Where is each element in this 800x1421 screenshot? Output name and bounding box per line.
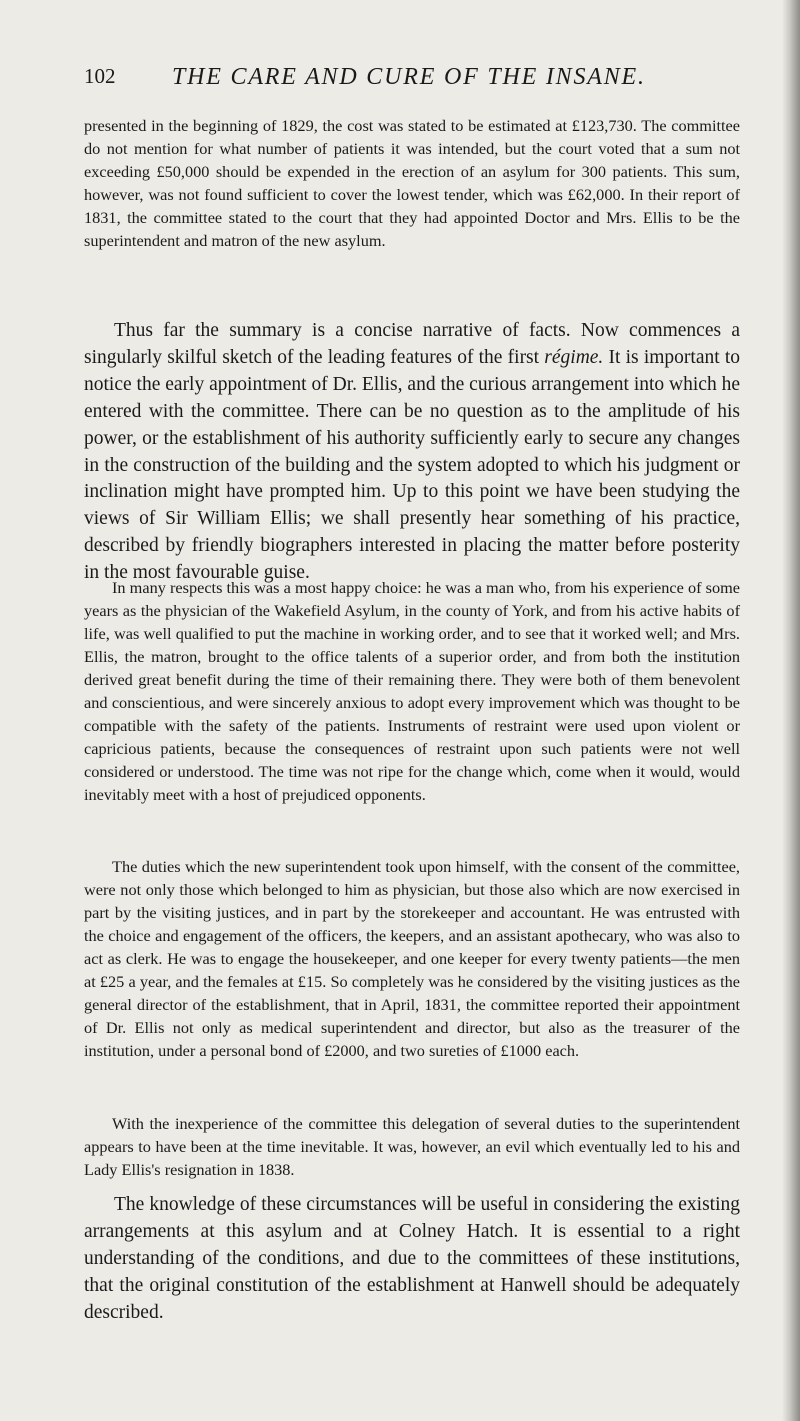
quote-paragraph-duties: The duties which the new superintendent took upon himself, with the consent of the committee, were not only those which belonged to him as physician, but those also which are now exercised in part by the visiting justices, and in part by the storekeeper and accountant. He was entrusted with the choice and engagement of the officers, the keepers, and an assistant apothecary, who was also to act as clerk. He was to engage the housekeeper, and one keeper for every twenty patients—the men at £25 a year, and the females at £15. So completely was he considered by the visiting justices as the general director of the establishment, that in April, 1831, the committee reported their appointment of Dr. Ellis not only as medical superintendent and director, but also as the treasurer of the institution, under a personal bond of £2000, and two sureties of £1000 each.	[84, 857, 740, 1060]
summary-text-start: Thus far the summary is a concise narrative of facts. Now commences a singularly skilful sketch of the leading features of the first	[84, 320, 740, 368]
quote-paragraph-inexperience: With the inexperience of the committee this delegation of several duties to the superintendent appears to have been at the time inevitable. It was, however, an evil which eventually led to his and Lady Ellis's resignation in 1838.	[84, 1114, 740, 1179]
page-header	[84, 64, 744, 104]
quote-paragraph-choice: In many respects this was a most happy choice: he was a man who, from his experience of some years as the physician of the Wakefield Asylum, in the county of York, and from his active habits of life, was well qualified to put the machine in working order, and to see that it worked well; and Mrs. Ellis, the matron, brought to the office talents of a superior order, and from both the institution derived great benefit during the time of their remaining there. They were both of them benevolent and conscientious, and were sincerely anxious to adopt every improvement which was thought to be compatible with the safety of the patients. Instruments of restraint were used upon violent or capricious patients, because the consequences of restraint upon such patients were not well considered or understood. The time was not ripe for the change which, come when it would, would inevitably meet with a host of prejudiced opponents.	[84, 578, 740, 804]
page-edge-shadow	[782, 0, 800, 1421]
running-title: THE CARE AND CURE OF THE INSANE.	[172, 64, 646, 90]
paragraph-summary	[84, 318, 740, 587]
paragraph-opening: presented in the beginning of 1829, the cost was stated to be estimated at £123,730. The committee do not mention for what number of patients it was intended, but the court voted that a sum not exceeding £50,000 should be expended in the erection of an asylum for 300 patients. This sum, however, was not found sufficient to cover the lowest tender, which was £62,000. In their report of 1831, the committee stated to the court that they had appointed Doctor and Mrs. Ellis to be the superintendent and matron of the new asylum.	[84, 116, 740, 250]
paragraph-closing: The knowledge of these circumstances will be useful in considering the existing arrangements at this asylum and at Colney Hatch. It is essential to a right understanding of the conditions, and due to the committees of these institutions, that the original constitution of the establishment at Hanwell should be adequately described.	[84, 1194, 740, 1323]
summary-italic-regime: régime.	[544, 346, 604, 368]
page-number: 102	[84, 64, 116, 88]
summary-text-end: It is important to notice the early appointment of Dr. Ellis, and the curious arrangement into which he entered with the committee. There can be no question as to the amplitude of his power, or the establishment of his authority sufficiently early to secure any changes in the construction of the building and the system adopted to which his judgment or inclination might have prompted him. Up to this point we have been studying the views of Sir William Ellis; we shall presently hear something of his practice, described by friendly biographers interested in placing the matter before posterity in the most favourable guise.	[84, 346, 741, 584]
